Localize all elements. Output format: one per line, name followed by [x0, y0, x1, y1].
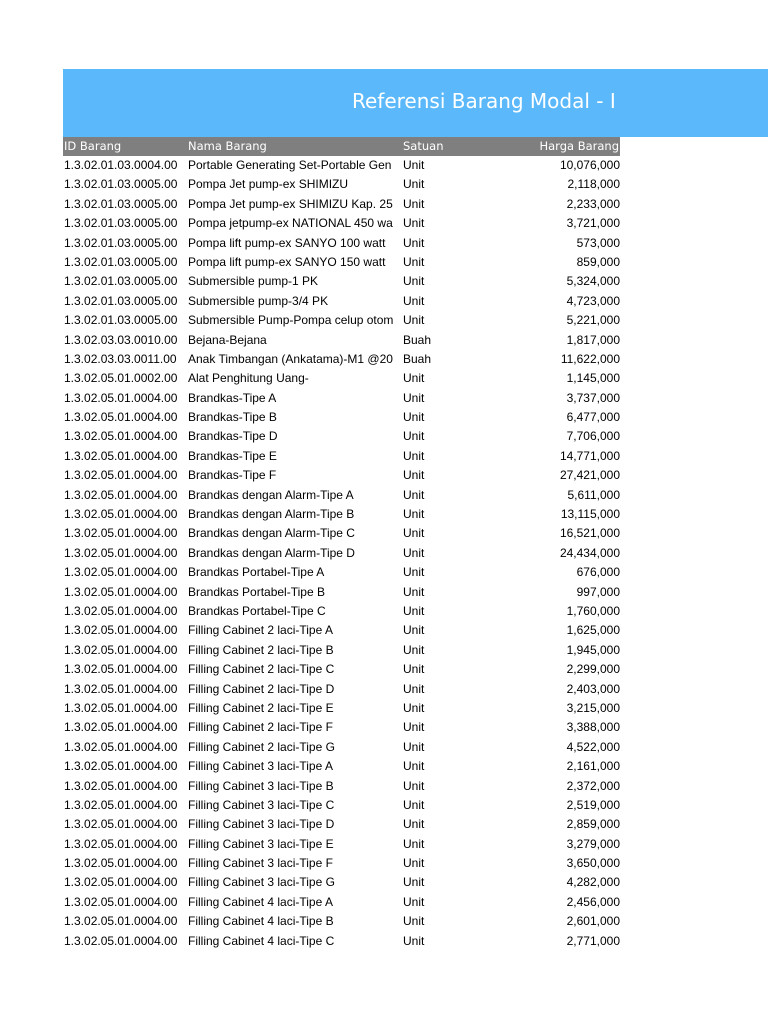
cell-harga-barang[interactable]: 676,000	[576, 565, 620, 580]
table-row	[63, 602, 620, 621]
cell-id-barang[interactable]: 1.3.02.05.01.0004.00	[64, 778, 178, 793]
cell-id-barang[interactable]: 1.3.02.05.01.0004.00	[64, 836, 178, 851]
header-nama-barang[interactable]: Nama Barang	[188, 139, 267, 153]
cell-harga-barang[interactable]: 2,233,000	[566, 196, 620, 211]
table-row	[63, 505, 620, 524]
cell-id-barang[interactable]: 1.3.02.05.01.0004.00	[64, 894, 178, 909]
cell-id-barang[interactable]: 1.3.02.05.01.0004.00	[64, 623, 178, 638]
cell-id-barang[interactable]: 1.3.02.01.03.0005.00	[64, 254, 178, 269]
cell-satuan[interactable]: Unit	[403, 545, 425, 560]
table-row	[63, 738, 620, 757]
table-row	[63, 427, 620, 446]
cell-harga-barang[interactable]: 2,771,000	[566, 933, 620, 948]
cell-harga-barang[interactable]: 10,076,000	[559, 158, 620, 172]
cell-satuan[interactable]: Unit	[403, 778, 425, 793]
cell-satuan[interactable]: Unit	[403, 603, 425, 618]
cell-nama-barang[interactable]: Brandkas dengan Alarm-Tipe A	[188, 487, 354, 502]
table-row	[63, 292, 620, 311]
cell-id-barang[interactable]: 1.3.02.05.01.0004.00	[64, 642, 178, 657]
cell-id-barang[interactable]: 1.3.02.05.01.0004.00	[64, 817, 178, 832]
cell-satuan[interactable]: Unit	[403, 914, 425, 929]
cell-id-barang[interactable]: 1.3.02.05.01.0004.00	[64, 565, 178, 580]
sheet-title: Referensi Barang Modal - I	[352, 89, 616, 113]
table-row	[63, 680, 620, 699]
table-header	[63, 137, 620, 156]
cell-harga-barang[interactable]: 2,161,000	[566, 759, 620, 774]
cell-harga-barang[interactable]: 997,000	[576, 584, 620, 599]
table-row	[63, 757, 620, 776]
cell-nama-barang[interactable]: Submersible Pump-Pompa celup otom	[188, 313, 394, 328]
cell-harga-barang[interactable]: 1,945,000	[566, 642, 620, 657]
table-row	[63, 486, 620, 505]
cell-harga-barang[interactable]: 2,299,000	[566, 662, 620, 677]
cell-harga-barang[interactable]: 16,521,000	[559, 526, 620, 541]
cell-nama-barang[interactable]: Alat Penghitung Uang-	[188, 371, 309, 386]
cell-id-barang[interactable]: 1.3.02.05.01.0004.00	[64, 526, 178, 541]
cell-id-barang[interactable]: 1.3.02.05.01.0004.00	[64, 487, 178, 502]
cell-nama-barang[interactable]: Pompa lift pump-ex SANYO 150 watt	[188, 254, 386, 269]
cell-id-barang[interactable]: 1.3.02.03.03.0010.00	[64, 332, 178, 347]
cell-nama-barang[interactable]: Filling Cabinet 3 laci-Tipe C	[188, 797, 335, 812]
table-row	[63, 253, 620, 272]
cell-id-barang[interactable]: 1.3.02.01.03.0005.00	[64, 177, 178, 192]
table-row	[63, 641, 620, 660]
cell-harga-barang[interactable]: 2,403,000	[566, 681, 620, 696]
cell-nama-barang[interactable]: Brandkas dengan Alarm-Tipe C	[188, 526, 355, 541]
cell-harga-barang[interactable]: 859,000	[576, 254, 620, 269]
cell-id-barang[interactable]: 1.3.02.05.01.0004.00	[64, 720, 178, 735]
cell-satuan[interactable]: Unit	[403, 216, 425, 231]
table-row	[63, 389, 620, 408]
cell-harga-barang[interactable]: 1,760,000	[566, 603, 620, 618]
cell-harga-barang[interactable]: 3,650,000	[566, 856, 620, 871]
header-id-barang[interactable]: ID Barang	[64, 139, 122, 153]
cell-satuan[interactable]: Unit	[403, 274, 425, 289]
table-row	[63, 912, 620, 931]
cell-harga-barang[interactable]: 2,859,000	[566, 817, 620, 832]
cell-satuan[interactable]: Unit	[403, 313, 425, 328]
cell-satuan[interactable]: Unit	[403, 196, 425, 211]
cell-satuan[interactable]: Unit	[403, 856, 425, 871]
cell-satuan[interactable]: Unit	[403, 293, 425, 308]
cell-satuan[interactable]: Unit	[403, 700, 425, 715]
table-row	[63, 815, 620, 834]
cell-harga-barang[interactable]: 1,625,000	[566, 623, 620, 638]
cell-satuan[interactable]: Unit	[403, 158, 425, 172]
header-harga-barang[interactable]: Harga Barang	[539, 139, 619, 153]
table-row	[63, 331, 620, 350]
cell-nama-barang[interactable]: Filling Cabinet 2 laci-Tipe F	[188, 720, 333, 735]
cell-harga-barang[interactable]: 5,611,000	[567, 487, 620, 502]
cell-nama-barang[interactable]: Filling Cabinet 3 laci-Tipe F	[188, 856, 333, 871]
cell-nama-barang[interactable]: Pompa jetpump-ex NATIONAL 450 wa	[188, 216, 393, 231]
cell-id-barang[interactable]: 1.3.02.01.03.0005.00	[64, 235, 178, 250]
cell-id-barang[interactable]: 1.3.02.01.03.0005.00	[64, 293, 178, 308]
cell-harga-barang[interactable]: 24,434,000	[559, 545, 620, 560]
cell-nama-barang[interactable]: Anak Timbangan (Ankatama)-M1 @20	[188, 351, 393, 366]
cell-nama-barang[interactable]: Brandkas Portabel-Tipe C	[188, 603, 326, 618]
table-row	[63, 932, 620, 951]
cell-id-barang[interactable]: 1.3.02.01.03.0005.00	[64, 313, 178, 328]
cell-nama-barang[interactable]: Brandkas-Tipe A	[188, 390, 277, 405]
cell-nama-barang[interactable]: Brandkas-Tipe D	[188, 429, 278, 444]
cell-harga-barang[interactable]: 14,771,000	[559, 448, 620, 463]
cell-satuan[interactable]: Unit	[403, 235, 425, 250]
cell-harga-barang[interactable]: 7,706,000	[566, 429, 620, 444]
cell-id-barang[interactable]: 1.3.02.05.01.0004.00	[64, 797, 178, 812]
title-band	[63, 69, 768, 137]
cell-satuan[interactable]: Unit	[403, 429, 425, 444]
cell-satuan[interactable]: Unit	[403, 623, 425, 638]
cell-satuan[interactable]: Unit	[403, 933, 425, 948]
cell-id-barang[interactable]: 1.3.02.05.01.0004.00	[64, 662, 178, 677]
cell-harga-barang[interactable]: 1,145,000	[566, 371, 620, 386]
cell-satuan[interactable]: Unit	[403, 565, 425, 580]
table-row	[63, 777, 620, 796]
cell-satuan[interactable]: Unit	[403, 526, 425, 541]
cell-harga-barang[interactable]: 3,279,000	[566, 836, 620, 851]
cell-id-barang[interactable]: 1.3.02.01.03.0005.00	[64, 196, 178, 211]
cell-nama-barang[interactable]: Brandkas Portabel-Tipe B	[188, 584, 325, 599]
cell-harga-barang[interactable]: 4,522,000	[566, 739, 620, 754]
cell-harga-barang[interactable]: 6,477,000	[566, 410, 620, 425]
cell-id-barang[interactable]: 1.3.02.05.01.0004.00	[64, 545, 178, 560]
table-row	[63, 408, 620, 427]
cell-satuan[interactable]: Unit	[403, 894, 425, 909]
cell-satuan[interactable]: Buah	[403, 332, 432, 347]
cell-nama-barang[interactable]: Filling Cabinet 2 laci-Tipe D	[188, 681, 335, 696]
cell-nama-barang[interactable]: Filling Cabinet 2 laci-Tipe C	[188, 662, 335, 677]
cell-harga-barang[interactable]: 5,324,000	[566, 274, 620, 289]
cell-satuan[interactable]: Unit	[403, 662, 425, 677]
cell-id-barang[interactable]: 1.3.02.05.01.0002.00	[64, 371, 178, 386]
table-body	[63, 156, 768, 951]
table-row	[63, 156, 620, 175]
cell-harga-barang[interactable]: 3,737,000	[566, 390, 620, 405]
cell-id-barang[interactable]: 1.3.02.01.03.0005.00	[64, 274, 178, 289]
cell-nama-barang[interactable]: Filling Cabinet 2 laci-Tipe G	[188, 739, 335, 754]
cell-harga-barang[interactable]: 2,519,000	[566, 797, 620, 812]
cell-nama-barang[interactable]: Submersible pump-1 PK	[188, 274, 319, 289]
cell-id-barang[interactable]: 1.3.02.05.01.0004.00	[64, 468, 178, 483]
cell-nama-barang[interactable]: Pompa Jet pump-ex SHIMIZU	[188, 177, 349, 192]
cell-harga-barang[interactable]: 1,817,000	[566, 332, 620, 347]
table-row	[63, 699, 620, 718]
header-satuan[interactable]: Satuan	[403, 139, 444, 153]
cell-harga-barang[interactable]: 2,456,000	[566, 894, 620, 909]
cell-satuan[interactable]: Unit	[403, 681, 425, 696]
cell-nama-barang[interactable]: Brandkas Portabel-Tipe A	[188, 565, 325, 580]
cell-nama-barang[interactable]: Brandkas dengan Alarm-Tipe B	[188, 507, 355, 522]
cell-nama-barang[interactable]: Filling Cabinet 3 laci-Tipe B	[188, 778, 334, 793]
cell-nama-barang[interactable]: Filling Cabinet 3 laci-Tipe G	[188, 875, 335, 890]
cell-harga-barang[interactable]: 27,421,000	[559, 468, 620, 483]
cell-satuan[interactable]: Unit	[403, 584, 425, 599]
cell-nama-barang[interactable]: Filling Cabinet 4 laci-Tipe B	[188, 914, 334, 929]
cell-id-barang[interactable]: 1.3.02.05.01.0004.00	[64, 933, 178, 948]
cell-id-barang[interactable]: 1.3.02.05.01.0004.00	[64, 390, 178, 405]
cell-id-barang[interactable]: 1.3.02.01.03.0005.00	[64, 216, 178, 231]
cell-satuan[interactable]: Unit	[403, 720, 425, 735]
table-row	[63, 583, 620, 602]
cell-id-barang[interactable]: 1.3.02.05.01.0004.00	[64, 410, 178, 425]
table-row	[63, 621, 620, 640]
cell-id-barang[interactable]: 1.3.02.03.03.0011.00	[64, 351, 177, 366]
cell-nama-barang[interactable]: Brandkas-Tipe E	[188, 448, 277, 463]
cell-id-barang[interactable]: 1.3.02.01.03.0004.00	[64, 158, 178, 172]
table-row	[63, 447, 620, 466]
table-row	[63, 234, 620, 253]
cell-id-barang[interactable]: 1.3.02.05.01.0004.00	[64, 584, 178, 599]
table-row	[63, 195, 620, 214]
cell-harga-barang[interactable]: 2,118,000	[567, 177, 620, 192]
table-row	[63, 718, 620, 737]
cell-nama-barang[interactable]: Filling Cabinet 3 laci-Tipe A	[188, 759, 333, 774]
table-row	[63, 272, 620, 291]
cell-satuan[interactable]: Unit	[403, 390, 425, 405]
cell-nama-barang[interactable]: Filling Cabinet 3 laci-Tipe D	[188, 817, 335, 832]
table-row	[63, 175, 620, 194]
table-row	[63, 893, 620, 912]
cell-harga-barang[interactable]: 3,721,000	[566, 216, 620, 231]
table-row	[63, 873, 620, 892]
cell-satuan[interactable]: Buah	[403, 351, 432, 366]
cell-harga-barang[interactable]: 11,622,000	[560, 351, 620, 366]
cell-nama-barang[interactable]: Filling Cabinet 3 laci-Tipe E	[188, 836, 334, 851]
cell-satuan[interactable]: Unit	[403, 410, 425, 425]
cell-harga-barang[interactable]: 4,723,000	[566, 293, 620, 308]
table-row	[63, 466, 620, 485]
cell-nama-barang[interactable]: Brandkas dengan Alarm-Tipe D	[188, 545, 355, 560]
cell-satuan[interactable]: Unit	[403, 642, 425, 657]
cell-satuan[interactable]: Unit	[403, 468, 425, 483]
cell-id-barang[interactable]: 1.3.02.05.01.0004.00	[64, 914, 178, 929]
table-row	[63, 660, 620, 679]
table-row	[63, 854, 620, 873]
cell-nama-barang[interactable]: Brandkas-Tipe F	[188, 468, 277, 483]
cell-satuan[interactable]: Unit	[403, 507, 425, 522]
cell-id-barang[interactable]: 1.3.02.05.01.0004.00	[64, 448, 178, 463]
cell-satuan[interactable]: Unit	[403, 177, 425, 192]
table-row	[63, 524, 620, 543]
cell-satuan[interactable]: Unit	[403, 448, 425, 463]
table-row	[63, 369, 620, 388]
cell-satuan[interactable]: Unit	[403, 371, 425, 386]
table-row	[63, 544, 620, 563]
cell-harga-barang[interactable]: 2,372,000	[566, 778, 620, 793]
table-row	[63, 350, 620, 369]
cell-satuan[interactable]: Unit	[403, 739, 425, 754]
cell-id-barang[interactable]: 1.3.02.05.01.0004.00	[64, 856, 178, 871]
cell-nama-barang[interactable]: Portable Generating Set-Portable Gen	[188, 158, 392, 172]
cell-harga-barang[interactable]: 13,115,000	[560, 507, 620, 522]
cell-nama-barang[interactable]: Filling Cabinet 4 laci-Tipe A	[188, 894, 333, 909]
cell-satuan[interactable]: Unit	[403, 487, 425, 502]
cell-nama-barang[interactable]: Brandkas-Tipe B	[188, 410, 277, 425]
cell-satuan[interactable]: Unit	[403, 254, 425, 269]
cell-satuan[interactable]: Unit	[403, 797, 425, 812]
cell-nama-barang[interactable]: Filling Cabinet 2 laci-Tipe E	[188, 700, 334, 715]
table-row	[63, 214, 620, 233]
cell-satuan[interactable]: Unit	[403, 817, 425, 832]
cell-nama-barang[interactable]: Filling Cabinet 2 laci-Tipe A	[188, 623, 333, 638]
cell-harga-barang[interactable]: 5,221,000	[566, 313, 620, 328]
table-row	[63, 563, 620, 582]
cell-harga-barang[interactable]: 3,215,000	[566, 700, 620, 715]
cell-id-barang[interactable]: 1.3.02.05.01.0004.00	[64, 507, 178, 522]
cell-nama-barang[interactable]: Filling Cabinet 2 laci-Tipe B	[188, 642, 334, 657]
cell-harga-barang[interactable]: 573,000	[576, 235, 620, 250]
cell-nama-barang[interactable]: Filling Cabinet 4 laci-Tipe C	[188, 933, 335, 948]
cell-satuan[interactable]: Unit	[403, 836, 425, 851]
cell-satuan[interactable]: Unit	[403, 759, 425, 774]
cell-harga-barang[interactable]: 3,388,000	[566, 720, 620, 735]
cell-id-barang[interactable]: 1.3.02.05.01.0004.00	[64, 739, 178, 754]
table-row	[63, 796, 620, 815]
cell-nama-barang[interactable]: Submersible pump-3/4 PK	[188, 293, 329, 308]
cell-id-barang[interactable]: 1.3.02.05.01.0004.00	[64, 603, 178, 618]
cell-nama-barang[interactable]: Pompa Jet pump-ex SHIMIZU Kap. 25	[188, 196, 393, 211]
cell-harga-barang[interactable]: 2,601,000	[566, 914, 620, 929]
cell-id-barang[interactable]: 1.3.02.05.01.0004.00	[64, 759, 178, 774]
cell-id-barang[interactable]: 1.3.02.05.01.0004.00	[64, 700, 178, 715]
cell-id-barang[interactable]: 1.3.02.05.01.0004.00	[64, 681, 178, 696]
table-row	[63, 311, 620, 330]
cell-harga-barang[interactable]: 4,282,000	[566, 875, 620, 890]
spreadsheet-sheet	[63, 69, 768, 951]
cell-id-barang[interactable]: 1.3.02.05.01.0004.00	[64, 875, 178, 890]
cell-id-barang[interactable]: 1.3.02.05.01.0004.00	[64, 429, 178, 444]
table-row	[63, 835, 620, 854]
cell-nama-barang[interactable]: Pompa lift pump-ex SANYO 100 watt	[188, 235, 386, 250]
cell-satuan[interactable]: Unit	[403, 875, 425, 890]
cell-nama-barang[interactable]: Bejana-Bejana	[188, 332, 267, 347]
